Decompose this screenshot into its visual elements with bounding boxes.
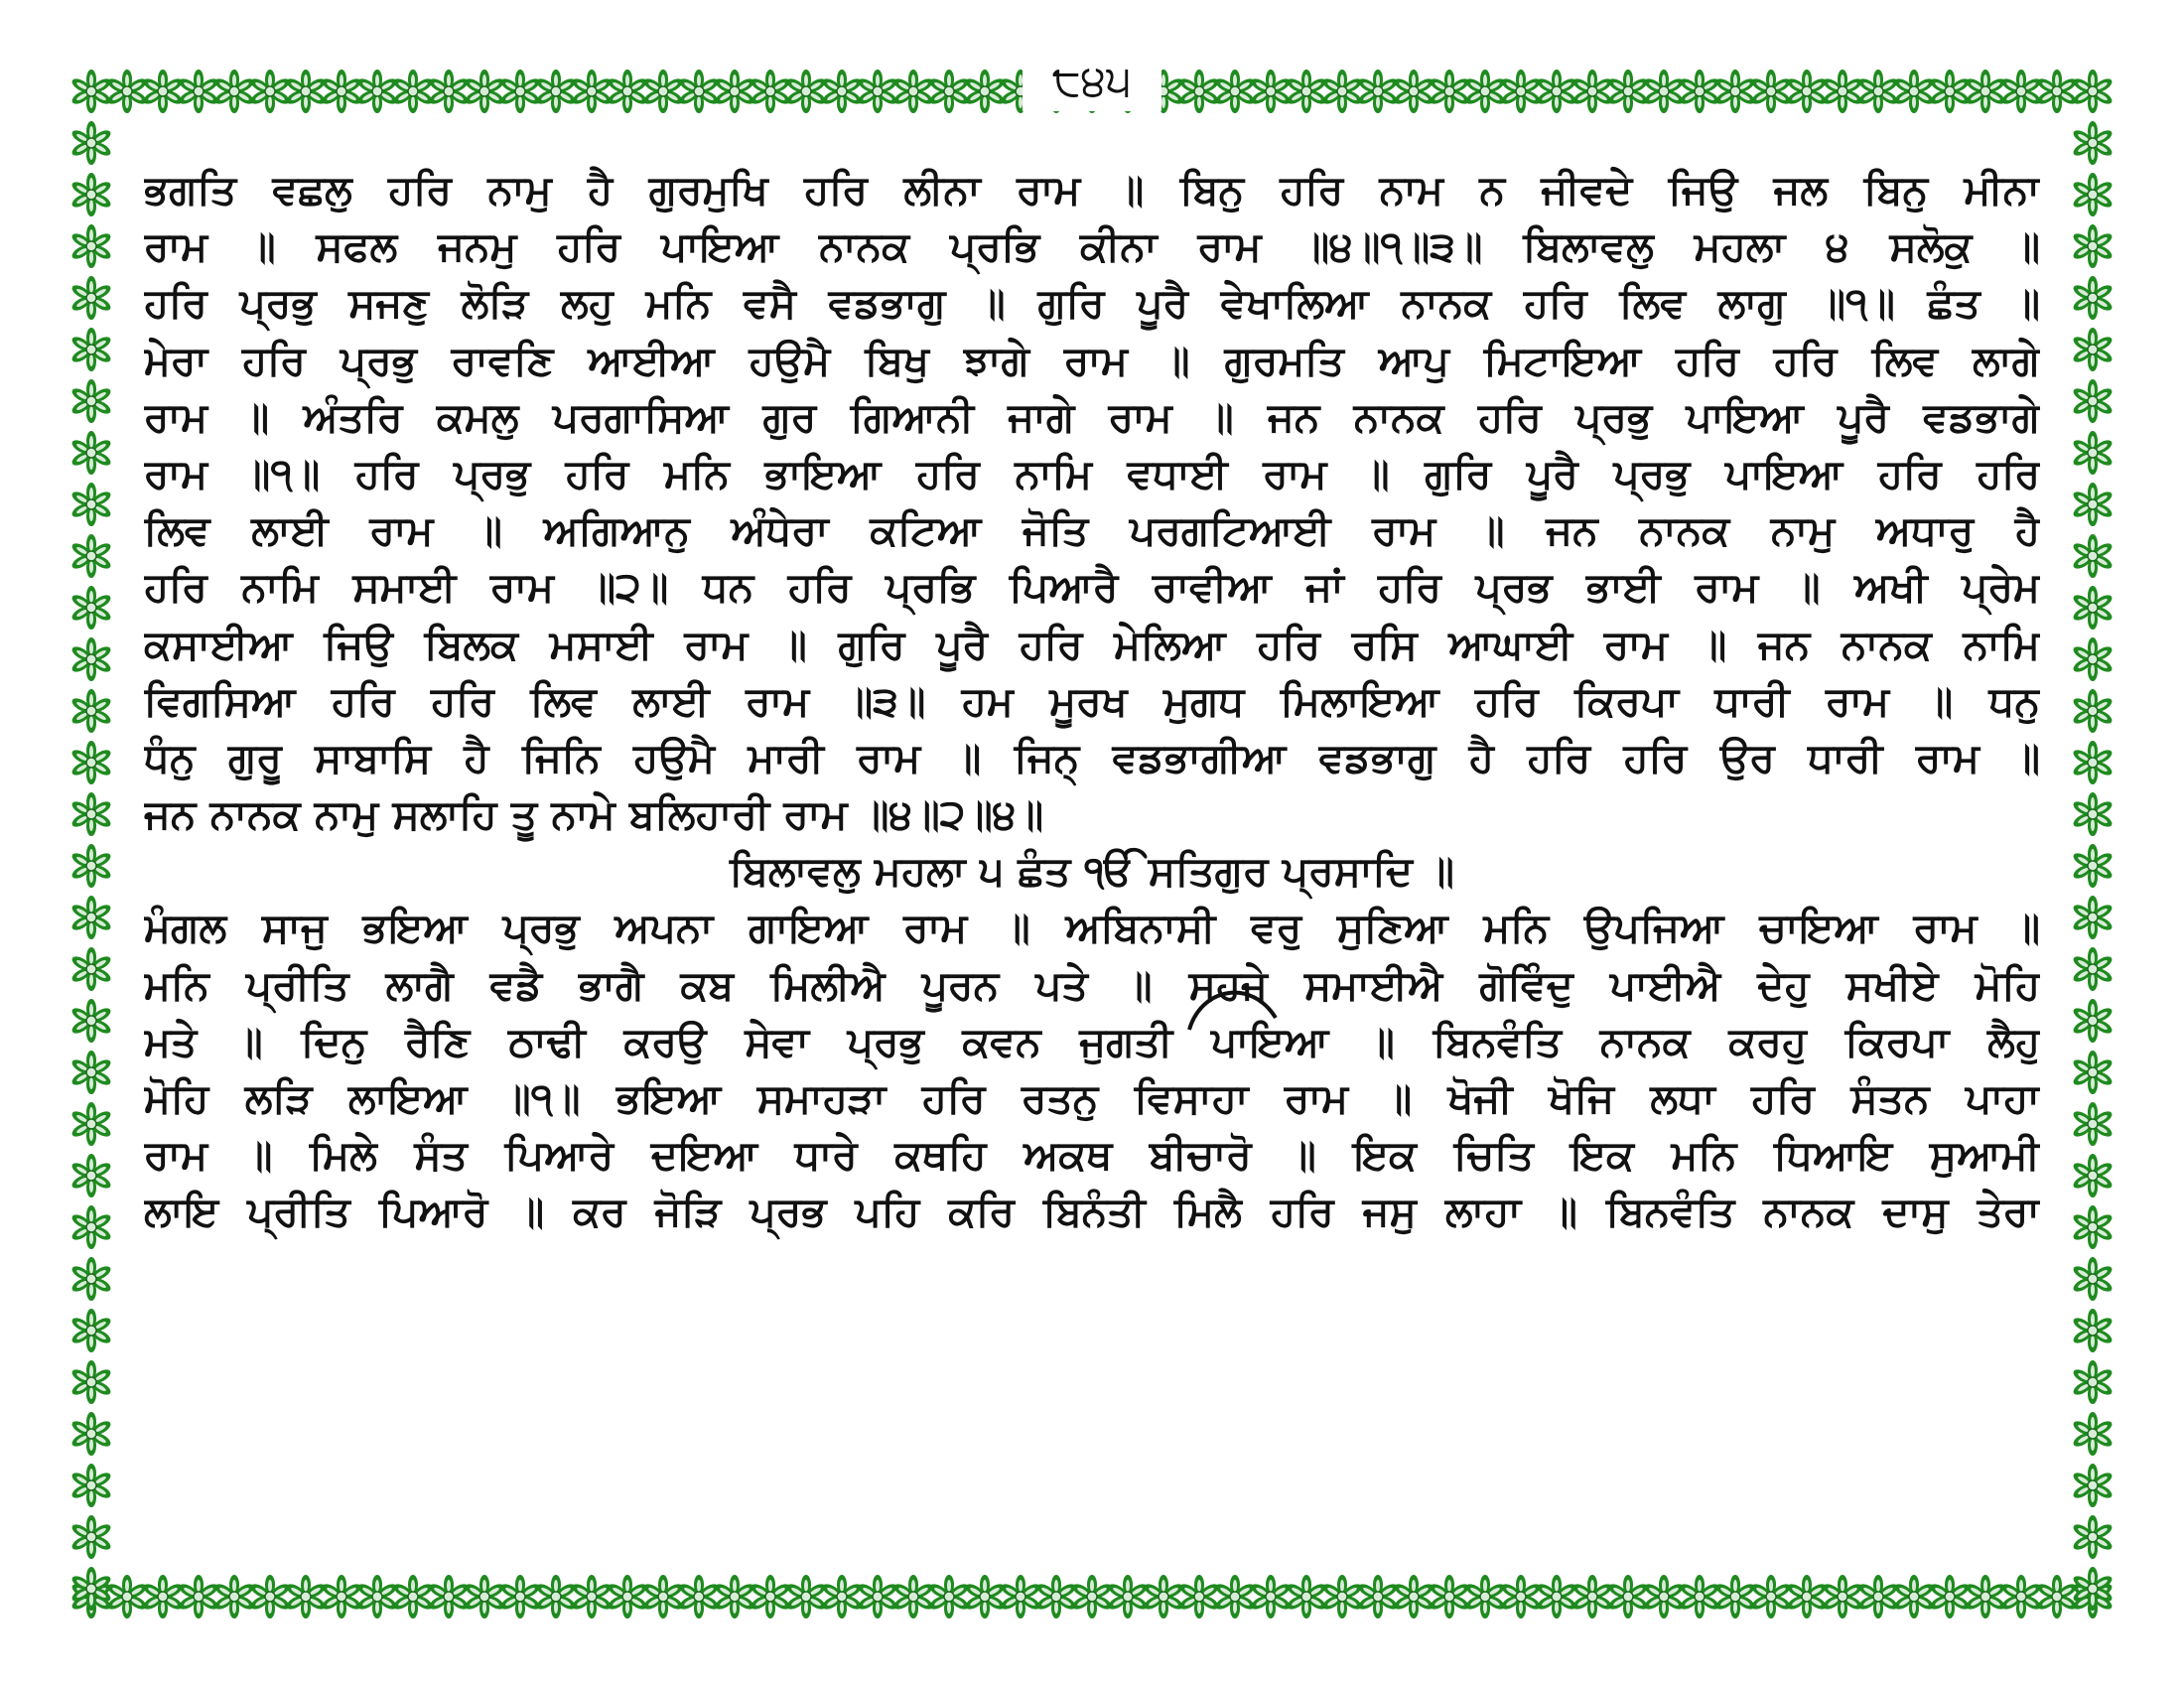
flower-ornament-icon — [2070, 1256, 2116, 1302]
flower-ornament-icon — [68, 636, 114, 682]
text-line: ਰਾਮ ॥ ਸਫਲ ਜਨਮੁ ਹਰਿ ਪਾਇਆ ਨਾਨਕ ਪ੍ਰਭਿ ਕੀਨਾ ਰਾਮ ॥੪॥੧॥੩॥ ਬਿਲਾਵਲੁ ਮਹਲਾ ੪ ਸਲੋਕੁ ॥ — [144, 222, 2040, 271]
flower-ornament-icon — [2070, 843, 2116, 889]
flower-ornament-icon — [68, 1308, 114, 1353]
flower-ornament-icon — [2070, 120, 2116, 166]
flower-ornament-icon — [68, 998, 114, 1044]
flower-ornament-icon — [68, 223, 114, 269]
flower-ornament-icon — [68, 1411, 114, 1457]
flower-ornament-icon — [68, 430, 114, 476]
flower-ornament-icon — [68, 533, 114, 579]
scripture-text — [144, 162, 2040, 1241]
flower-ornament-icon — [68, 1514, 114, 1560]
text-line: ਲਾਇ ਪ੍ਰੀਤਿ ਪਿਆਰੋ ॥ ਕਰ ਜੋੜਿ ਪ੍ਰਭ ਪਹਿ ਕਰਿ ਬਿਨੰਤੀ ਮਿਲੈ ਹਰਿ ਜਸੁ ਲਾਹਾ ॥ ਬਿਨਵੰਤਿ ਨਾਨਕ ਦਾਸੁ ਤੇਰਾ — [144, 1188, 2040, 1236]
flower-ornament-icon — [2070, 1204, 2116, 1250]
text-line: ਮੰਗਲ ਸਾਜੁ ਭਇਆ ਪ੍ਰਭੁ ਅਪਨਾ ਗਾਇਆ ਰਾਮ ॥ ਅਬਿਨਾਸੀ ਵਰੁ ਸੁਣਿਆ ਮਨਿ ਉਪਜਿਆ ਚਾਇਆ ਰਾਮ ॥ — [144, 904, 2040, 952]
flower-ornament-icon — [2070, 1514, 2116, 1560]
flower-ornament-icon — [2070, 1359, 2116, 1405]
flower-ornament-icon — [2070, 998, 2116, 1044]
text-line: ਹਰਿ ਪ੍ਰਭੁ ਸਜਣੁ ਲੋੜਿ ਲਹੁ ਮਨਿ ਵਸੈ ਵਡਭਾਗੁ ॥ ਗੁਰਿ ਪੂਰੈ ਵੇਖਾਲਿਆ ਨਾਨਕ ਹਰਿ ਲਿਵ ਲਾਗੁ ॥੧॥ ਛੰਤ ॥ — [144, 279, 2040, 328]
text-line: ਮਤੇ ॥ ਦਿਨੁ ਰੈਣਿ ਠਾਢੀ ਕਰਉ ਸੇਵਾ ਪ੍ਰਭੁ ਕਵਨ ਜੁਗਤੀ ਪਾਇਆ ॥ ਬਿਨਵੰਤਿ ਨਾਨਕ ਕਰਹੁ ਕਿਰਪਾ ਲੈਹੁ — [144, 1017, 2040, 1065]
flower-ornament-icon — [68, 275, 114, 321]
flower-ornament-icon — [2070, 740, 2116, 785]
flower-ornament-icon — [68, 1101, 114, 1147]
text-line: ਰਾਮ ॥੧॥ ਹਰਿ ਪ੍ਰਭੁ ਹਰਿ ਮਨਿ ਭਾਇਆ ਹਰਿ ਨਾਮਿ ਵਧਾਈ ਰਾਮ ॥ ਗੁਰਿ ਪੂਰੈ ਪ੍ਰਭੁ ਪਾਇਆ ਹਰਿ ਹਰਿ — [144, 449, 2040, 497]
flower-ornament-icon — [68, 1359, 114, 1405]
text-line: ਹਰਿ ਨਾਮਿ ਸਮਾਈ ਰਾਮ ॥੨॥ ਧਨ ਹਰਿ ਪ੍ਰਭਿ ਪਿਆਰੈ ਰਾਵੀਆ ਜਾਂ ਹਰਿ ਪ੍ਰਭ ਭਾਈ ਰਾਮ ॥ ਅਖੀ ਪ੍ਰੇਮ — [144, 563, 2040, 612]
flower-ornament-icon — [2070, 533, 2116, 579]
flower-ornament-icon — [68, 1050, 114, 1095]
flower-ornament-icon — [2070, 1411, 2116, 1457]
flower-ornament-icon — [2070, 1101, 2116, 1147]
flower-ornament-icon — [68, 1463, 114, 1508]
flower-ornament-icon — [2070, 482, 2116, 527]
text-line: ਰਾਮ ॥ ਮਿਲੇ ਸੰਤ ਪਿਆਰੇ ਦਇਆ ਧਾਰੇ ਕਥਹਿ ਅਕਥ ਬੀਚਾਰੋ ॥ ਇਕ ਚਿਤਿ ਇਕ ਮਨਿ ਧਿਆਇ ਸੁਆਮੀ — [144, 1131, 2040, 1180]
flower-ornament-icon — [68, 120, 114, 166]
flower-ornament-icon — [2070, 688, 2116, 734]
flower-ornament-icon — [68, 791, 114, 837]
flower-ornament-icon — [68, 688, 114, 734]
flower-ornament-icon — [68, 946, 114, 992]
flower-ornament-icon — [68, 327, 114, 372]
flower-ornament-icon — [68, 1566, 114, 1612]
text-line: ਮੇਰਾ ਹਰਿ ਪ੍ਰਭੁ ਰਾਵਣਿ ਆਈਆ ਹਉਮੈ ਬਿਖੁ ਝਾਗੇ ਰਾਮ ॥ ਗੁਰਮਤਿ ਆਪੁ ਮਿਟਾਇਆ ਹਰਿ ਹਰਿ ਲਿਵ ਲਾਗੇ — [144, 336, 2040, 384]
flower-ornament-icon — [2070, 585, 2116, 631]
flower-ornament-icon — [2070, 223, 2116, 269]
text-line: ਵਿਗਸਿਆ ਹਰਿ ਹਰਿ ਲਿਵ ਲਾਈ ਰਾਮ ॥੩॥ ਹਮ ਮੂਰਖ ਮੁਗਧ ਮਿਲਾਇਆ ਹਰਿ ਕਿਰਪਾ ਧਾਰੀ ਰਾਮ ॥ ਧਨੁ — [144, 676, 2040, 725]
flower-ornament-icon — [68, 172, 114, 217]
text-line: ਮਨਿ ਪ੍ਰੀਤਿ ਲਾਗੈ ਵਡੈ ਭਾਗੈ ਕਬ ਮਿਲੀਐ ਪੂਰਨ ਪਤੇ ॥ ਸਹਜੇ ਸਮਾਈਐ ਗੋਵਿੰਦੁ ਪਾਈਐ ਦੇਹੁ ਸਖੀਏ ਮੋਹਿ — [144, 960, 2040, 1009]
text-line: ਮੋਹਿ ਲੜਿ ਲਾਇਆ ॥੧॥ ਭਇਆ ਸਮਾਹੜਾ ਹਰਿ ਰਤਨੁ ਵਿਸਾਹਾ ਰਾਮ ॥ ਖੋਜੀ ਖੋਜਿ ਲਧਾ ਹਰਿ ਸੰਤਨ ਪਾਹਾ — [144, 1074, 2040, 1122]
flower-ornament-icon — [2070, 69, 2116, 114]
flower-ornament-icon — [2070, 1566, 2116, 1612]
flower-ornament-icon — [68, 482, 114, 527]
flower-ornament-icon — [68, 740, 114, 785]
flower-ornament-icon — [2070, 895, 2116, 940]
text-line: ਭਗਤਿ ਵਛਲੁ ਹਰਿ ਨਾਮੁ ਹੈ ਗੁਰਮੁਖਿ ਹਰਿ ਲੀਨਾ ਰਾਮ ॥ ਬਿਨੁ ਹਰਿ ਨਾਮ ਨ ਜੀਵਦੇ ਜਿਉ ਜਲ ਬਿਨੁ ਮੀਨਾ — [144, 166, 2040, 213]
flower-ornament-icon — [2070, 946, 2116, 992]
flower-ornament-icon — [68, 585, 114, 631]
flower-ornament-icon — [2070, 327, 2116, 372]
flower-ornament-icon — [68, 895, 114, 940]
flower-ornament-icon — [2070, 636, 2116, 682]
flower-ornament-icon — [2070, 791, 2116, 837]
flower-ornament-icon — [2070, 1153, 2116, 1198]
flower-ornament-icon — [68, 1153, 114, 1198]
text-line: ਕਸਾਈਆ ਜਿਉ ਬਿਲਕ ਮਸਾਈ ਰਾਮ ॥ ਗੁਰਿ ਪੂਰੈ ਹਰਿ ਮੇਲਿਆ ਹਰਿ ਰਸਿ ਆਘਾਈ ਰਾਮ ॥ ਜਨ ਨਾਨਕ ਨਾਮਿ — [144, 620, 2040, 668]
flower-ornament-icon — [2070, 1050, 2116, 1095]
flower-ornament-icon — [68, 1204, 114, 1250]
flower-ornament-icon — [2070, 275, 2116, 321]
flower-ornament-icon — [2070, 1463, 2116, 1508]
flower-ornament-icon — [2070, 1308, 2116, 1353]
flower-ornament-icon — [2070, 430, 2116, 476]
flower-ornament-icon — [68, 1256, 114, 1302]
text-line: ਧੰਨੁ ਗੁਰੂ ਸਾਬਾਸਿ ਹੈ ਜਿਨਿ ਹਉਮੈ ਮਾਰੀ ਰਾਮ ॥ ਜਿਨ੍ ਵਡਭਾਗੀਆ ਵਡਭਾਗੁ ਹੈ ਹਰਿ ਹਰਿ ਉਰ ਧਾਰੀ ਰਾਮ ॥ — [144, 733, 2040, 781]
flower-ornament-icon — [2070, 378, 2116, 424]
text-line: ਰਾਮ ॥ ਅੰਤਰਿ ਕਮਲੁ ਪਰਗਾਸਿਆ ਗੁਰ ਗਿਆਨੀ ਜਾਗੇ ਰਾਮ ॥ ਜਨ ਨਾਨਕ ਹਰਿ ਪ੍ਰਭੁ ਪਾਇਆ ਪੂਰੈ ਵਡਭਾਗੇ — [144, 392, 2040, 441]
flower-ornament-icon — [68, 378, 114, 424]
section-heading: ਬਿਲਾਵਲੁ ਮਹਲਾ ੫ ਛੰਤ ੴ ਸਤਿਗੁਰ ਪ੍ਰਸਾਦਿ ॥ — [730, 847, 1454, 896]
flower-ornament-icon — [2070, 172, 2116, 217]
page-number: ੮੪੫ — [1023, 52, 1161, 111]
text-line: ਲਿਵ ਲਾਈ ਰਾਮ ॥ ਅਗਿਆਨੁ ਅੰਧੇਰਾ ਕਟਿਆ ਜੋਤਿ ਪਰਗਟਿਆਈ ਰਾਮ ॥ ਜਨ ਨਾਨਕ ਨਾਮੁ ਅਧਾਰੁ ਹੈ — [144, 506, 2040, 555]
flower-ornament-icon — [68, 843, 114, 889]
text-line: ਜਨ ਨਾਨਕ ਨਾਮੁ ਸਲਾਹਿ ਤੂ ਨਾਮੇ ਬਲਿਹਾਰੀ ਰਾਮ ॥੪॥੨॥੪॥ — [144, 790, 1044, 839]
